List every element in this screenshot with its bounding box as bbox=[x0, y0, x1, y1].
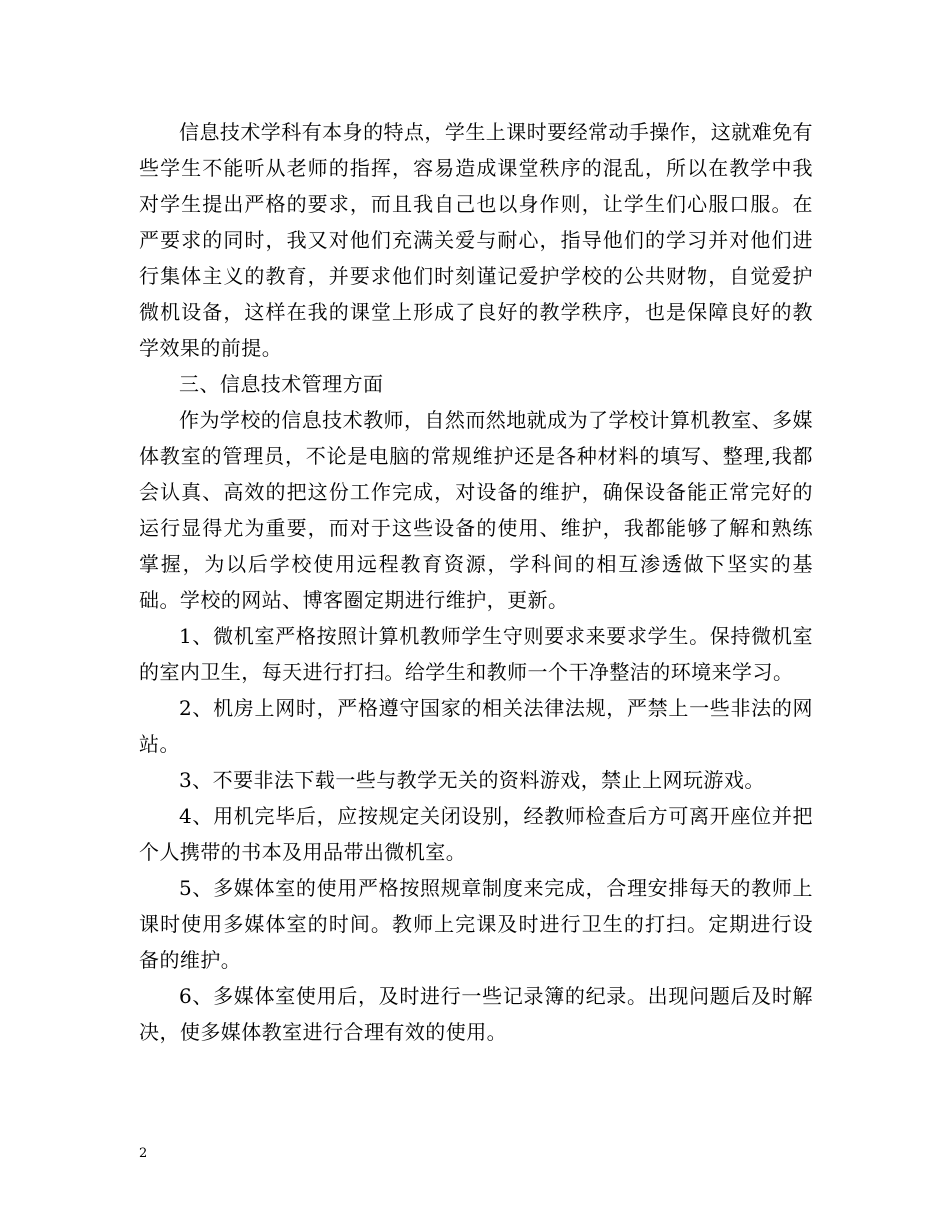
list-item-rule-3: 3、不要非法下载一些与教学无关的资料游戏，禁止上网玩游戏。 bbox=[179, 768, 765, 792]
list-item-rule-1: 1、微机室严格按照计算机教师学生守则要求来要求学生。保持微机室的室内卫生，每天进行打扫。给学生和教师一个干净整洁的环境来学习。 bbox=[139, 624, 813, 684]
list-item-rule-5: 5、多媒体室的使用严格按照规章制度来完成，合理安排每天的教师上课时使用多媒体室的时间。教师上完课及时进行卫生的打扫。定期进行设备的维护。 bbox=[139, 876, 813, 972]
document-body bbox=[139, 114, 813, 1050]
section-heading-it-management: 三、信息技术管理方面 bbox=[179, 372, 384, 396]
list-item-rule-6: 6、多媒体室使用后，及时进行一些记录簿的纪录。出现问题后及时解决，使多媒体教室进行合理有效的使用。 bbox=[139, 984, 813, 1044]
paragraph-classroom-discipline: 信息技术学科有本身的特点，学生上课时要经常动手操作，这就难免有些学生不能听从老师的指挥，容易造成课堂秩序的混乱，所以在教学中我对学生提出严格的要求，而且我自己也以身作则，让学生们心服口服。在严要求的同时，我又对他们充满关爱与耐心，指导他们的学习并对他们进行集体主义的教育，并要求他们时刻谨记爱护学校的公共财物，自觉爱护微机设备，这样在我的课堂上形成了良好的教学秩序，也是保障良好的教学效果的前提。 bbox=[139, 120, 813, 360]
paragraph-it-management: 作为学校的信息技术教师，自然而然地就成为了学校计算机教室、多媒体教室的管理员，不论是电脑的常规维护还是各种材料的填写、整理,我都会认真、高效的把这份工作完成，对设备的维护，确保设备能正常完好的运行显得尤为重要，而对于这些设备的使用、维护，我都能够了解和熟练掌握，为以后学校使用远程教育资源，学科间的相互渗透做下坚实的基础。学校的网站、博客圈定期进行维护，更新。 bbox=[139, 408, 813, 612]
page-number: 2 bbox=[139, 1146, 148, 1161]
list-item-rule-2: 2、机房上网时，严格遵守国家的相关法律法规，严禁上一些非法的网站。 bbox=[139, 696, 813, 756]
list-item-rule-4: 4、用机完毕后，应按规定关闭设别，经教师检查后方可离开座位并把个人携带的书本及用品带出微机室。 bbox=[139, 804, 813, 864]
